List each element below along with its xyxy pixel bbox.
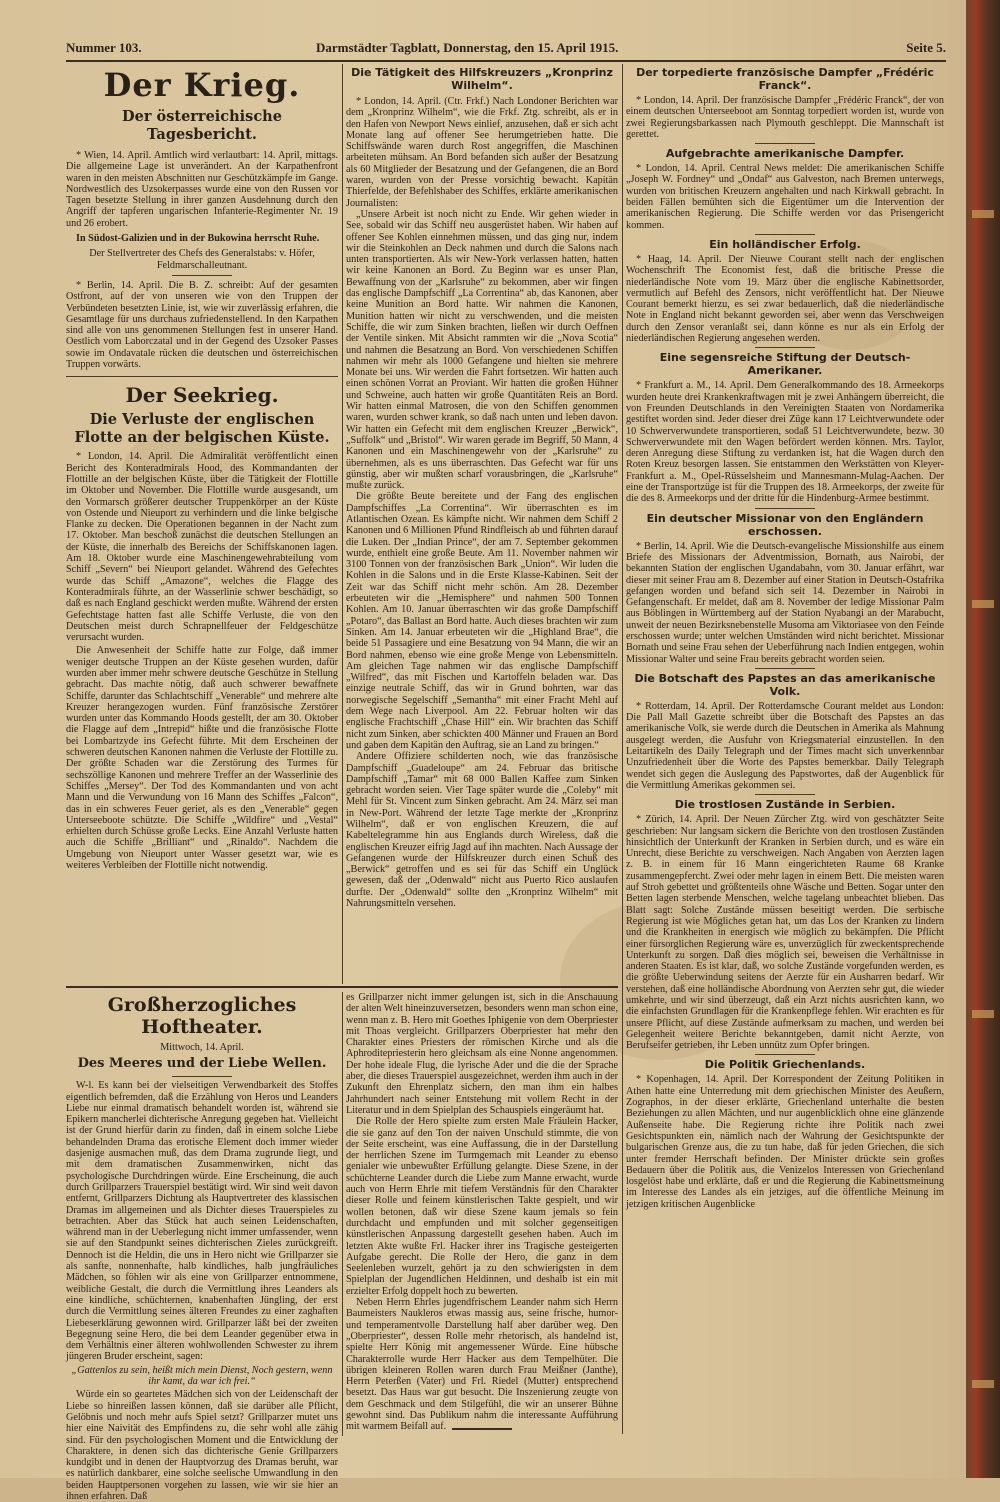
column-rule [622, 64, 623, 1434]
article-paragraph: * London, 14. April. Central News meldet: Die amerikanischen Schiffe „Joseph W. Fordney“ und „Ondaf“ aus Galveston, nach Bremen unterwegs, wurden von britischen Kreuzern angehalten und nach Kirkwall gebracht. In beiden Fällen bemühten sich die Eigentümer um die Intervention der amerikanischen Regierung. Die Schiffe werden vor das Prisengericht kommen. [626, 163, 944, 231]
column-rule [342, 992, 343, 1436]
article-paragraph: * London, 14. April. Die Admiralität veröffentlicht einen Bericht des Konteradmirals Hood, des Kommandanten der Flottille an der belgischen Küste, über die Tätigkeit der Flottille im Oktober und November. Die Flottille wurde ausgesandt, um den Vormarsch größerer deutscher Truppenkörper an der Küste von Ostende und Nieuport zu verhindern und die linke belgische Flanke zu decken. Die Operationen begannen in der Nacht zum 17. Oktober. Man beschoß zunächst die deutschen Stellungen an der Küste, die innerhalb des Bereichs der Schiffskanonen lagen. Am 18. Oktober wurde eine Maschinengewehrabteilung vom Schiff „Severn“ bei Nieuport gelandet. Während des Gefechtes wurde das Schiff „Amazone“, welches die Flagge des Konteradmirals führte, an der Wasserlinie schwer beschädigt, so daß es nach England geschickt werden mußte. Während der ersten Gefechtstage hatten fast alle Schiffe Verluste, die von den Deutschen meist durch Schrapnellfeuer der Feldgeschütze verursacht wurden. [66, 451, 338, 644]
verse-quote: „Gattenlos zu sein, heißt mich mein Dienst, Noch gestern, wenn ihr kamt, da war ich frei.“ [71, 1364, 333, 1388]
article-paragraph: * Rotterdam, 14. April. Der Rotterdamsche Courant meldet aus London: Die Pall Mall Gazette schreibt über die Botschaft des Papstes an das amerikanische Volk, sie werde durch die Deutschen in Amerika als Mahnung ausgelegt werden, die Ausfuhr von Kriegsmaterial einzustellen. In den Leitartikeln des Daily Telegraph und der Times macht sich unverkennbar Unzufriedenheit über die Worte des Papstes bemerkbar. Daily Telegraph wendet sich gegen die Auslegung des Papstwortes, daß der Augenblick für die Vermittlung Amerikas gekommen sei. [626, 700, 944, 791]
performance-date: Mittwoch, 14. April. [160, 1042, 244, 1053]
article-headline: Der österreichische Tagesbericht. [122, 108, 282, 143]
section-title-seekrieg: Der Seekrieg. [125, 383, 279, 408]
review-paragraph: Neben Herrn Ehrles jugendfrischem Leander nahm sich Herrn Baumeisters Naukleros etwas massig aus, seine frische, humor- und temperamentvolle Darstellung half aber darüber weg. Den „Oberpriester“, dessen Rolle mehr rhetorisch, als handelnd ist, spielte Herr König mit angemessener Würde. Eine hübsche Charakterrolle wurde Herr Hacker aus dem Tempelhüter. Die übrigen kleineren Rollen waren durch Frau Meißner (Janthe), Herrn Peterßen (Vater) und Frl. Riedel (Mutter) entsprechend besetzt. Das Haus war gut besucht. Die Inszenierung zeugte von dem Geschmack und dem Stilgefühl, die wir an unserer Bühne gewohnt sind. Das Publikum nahm die interessante Aufführung mit warmem Beifall auf. [346, 1297, 618, 1433]
article-paragraph: * London, 14. April. (Ctr. Frkf.) Nach Londoner Berichten war dem „Kronprinz Wilhelm“, wie die Frkf. Ztg. schreibt, als er in den Hafen von Newport News einlief, anzusehen, daß er sich acht Monate lang auf offener See herumgetrieben hatte. Die Schiffswände waren durch Rost angegriffen, die Maschinen arbeiteten mühsam. An Bord befanden sich außer der Besatzung als 60 Mitglieder der Besatzung und der Gefangenen, die an Bord waren, wurden von der Presse vorsichtig bewacht. Kapitän Thierfelde, der Befehlshaber des Schiffes, erklärte amerikanischen Journalisten: [346, 96, 618, 209]
article-paragraph: * Berlin, 14. April. Die B. Z. schreibt: Auf der gesamten Ostfront, auf der von unseren wie von den Truppen der Verbündeten besetzten Linie, ist, wie wir zuverlässig erfahren, die Gesamtlage für uns durchaus zufriedenstellend. In den Karpathen sind alle von uns genommenen Stellungen fest in unserer Hand. Oestlich vom Laborczatal und in der Gegend des Uzsoker Passes sowie im Ondavatale rücken die deutschen und österreichischen Truppen vorwärts. [66, 279, 338, 371]
article-paragraph: In Südost-Galizien und in der Bukowina herrscht Ruhe. [76, 233, 320, 245]
column-2 [346, 64, 618, 984]
section-divider [66, 986, 618, 988]
theater-column-2 [346, 992, 618, 1433]
review-paragraph: es Grillparzer nicht immer gelungen ist, sich in die Anschauung der alten Welt hineinzuversetzen, besonders wenn man schon eine, wenn man z. B. Hero mit Goethes Iphigenie von dem Oberpriester mit Thoas vergleicht. Grillparzers Oberpriester hat mehr den Charakter eines Priesters der römischen Kirche und als die Aphroditepriesterin hero gleichsam als eine Nonne angenommen. Der hohe ideale Flug, die lyrische Ader und die die der Sprache aber, die dieses Trauerspiel ausgezeichnet, werden ihm auch in der Zukunft den Ehrenplatz sichern, den man ihm ein halbes Jahrhundert nach seiner Entstehung mit vollem Recht in der Literatur und in dem Spielplan des Schauspiels eingeräumt hat. [346, 992, 618, 1116]
article-paragraph: Andere Offiziere schilderten noch, wie das französische Dampfschiff „Guadeloupe“ am 24. Februar das britische Dampfschiff „Tamar“ mit 68 000 Ballen Kaffee zum Sinken gebracht worden seien. Vier Tage später wurde die „Coleby“ mit Mehl für St. Vincent zum Sinken gebracht. Am 24. März sei man in New-Port. Während der letzte Tage merkte der „Kronprinz Wilhelm“, daß er von englischen Kreuzern, die auf Kabeltelegramme hin aus Englands durch Wireless, daß die englischen Kreuzer eifrig Jagd auf ihn machten. Nach Aussage der Gefangenen wurde der Hilfskreuzer durch einen Schuß des „Berwick“ getroffen und es sei für das Schiff ein Unglück gewesen, daß der „Odenwald“ nicht aus Puerto Rico auslaufen durfte. Der „Odenwald“ sollte den „Kronprinz Wilhelm“ mit Nahrungsmitteln versehen. [346, 751, 618, 910]
article-paragraph: „Unsere Arbeit ist noch nicht zu Ende. Wir gehen wieder in See, sobald wir das Schiff neu ausgerüstet haben. Wir haben auf offener See Kohlen einnehmen müssen, und das ging nur, indem wir die Steinkohlen an Deck nahmen und durch die Salons nach unten transportierten. Als wir New-York verlassen hatten, hatten wir keine Kanonen an Bord. Zu Beginn war es unser Plan, Bewaffnung von der „Karlsruhe“ zu bekommen, aber wir fingen das englische Dampfschiff „La Correntina“ ab, das Kanonen, aber keine Munition an Bord hatte. Wir nahmen die Kanonen, Munition hatten wir nicht zu verschwenden, und die meisten Schiffe, die wir zum Sinken brachten, ließen wir durch Oeffnen der Ventile sinken. Mit Absicht rammten wir die „Nova Scotia“ und nahmen die Besatzung an Bord. Von verschiedenen Schiffen nahmen wir mehr als 1000 Gefangene und hielten sie mehrere Monate bei uns. Wir werden die Fahrt fortsetzen. Wir hatten auch einen schönen Vorrat an Proviant. Wir hatten die großen Hühner und Schweine, auch hatten wir große Quantitäten Reis an Bord. Wir hatten einmal Matrosen, die von den Schiffen genommen waren, wurden schwer krank, so daß nach unten und leben davon. Wir hatten ein Gefecht mit dem englischen Kreuzer „Berwick“, „Suffolk“ und „Bristol“. Wir waren gerade im Begriff, 50 Mann, 4 Kanonen und ein Maschinengewehr von der „Karlsruhe“ zu übernehmen, als es uns überraschten. Das Gefecht war für uns günstig, aber wir mußten scharf vorausbringen, die „Karlsruhe“ mußte zurück. [346, 208, 618, 492]
article-paragraph: * Kopenhagen, 14. April. Der Korrespondent der Zeitung Politiken in Athen hatte eine Unterredung mit dem griechischen Minister des Aeußern, Zographos, in der dieser erklärte, Griechenland unterhalte die besten Beziehungen zu allen Mächten, und nur augenblicklich ohne eine glänzende Außenseite habe. Die Regierung richte ihre Politik nach zwei Gesichtspunkten ein, nämlich nach der Wahrung der Gesichtspunkte der bulgarischen Grenze aus, die zu tun habe, daß für jeden Griechen, die sich unter fremder Herrschaft befinden. Der Minister drückte sein großes Bedauern über die Politik aus, die Venizelos Interessen von Griechenland losgelöst habe und erklärte, daß er und die Regierung die Kabinettsmeinung im Interesse des Landes als ein jetziges, auf die öffentliche Meinung im jetzigen kritischen Augenblicke [626, 1074, 944, 1210]
section-title-theater: Großherzogliches Hoftheater. [107, 994, 297, 1038]
end-rule [452, 1428, 512, 1430]
column-3 [626, 64, 944, 1434]
article-paragraph: * Haag, 14. April. Der Nieuwe Courant stellt nach der englischen Wochenschrift The Economist fest, daß die britische Presse die niederländische Note vom 19. März über die englische Kabinettsorder, vermutlich auf Befehl des Zensors, nicht veröffentlicht hat. Der Nieuwe Courant bemerkt hierzu, es sei zwar bedauerlich, daß die niederländische Note in England nicht bekannt geworden sei, aber wenn das Verschweigen durch den Zensor veranlaßt sei, dann könne es nur als ein Erfolg der niederländischen Regierung angesehen werden. [626, 253, 944, 345]
article-headline: Die Botschaft des Papstes an das amerikanische Volk. [634, 671, 936, 698]
play-title: Des Meeres und der Liebe Wellen. [77, 1056, 327, 1072]
article-headline: Ein deutscher Missionar von den Engländern erschossen. [646, 511, 924, 538]
article-headline: Ein holländischer Erfolg. [709, 237, 861, 251]
column-rule [342, 64, 343, 984]
article-paragraph: Die größte Beute bereitete und der Fang des englischen Dampfschiffes „La Correntina“. Wir überraschten es im Atlantischen Ozean. Es kämpfte nicht. Wir nahmen dem Schiff 2 Kanonen und 6 Millionen Pfund Rindfleisch ab und führten darauf die Luken. Der „Indian Prince“, der am 7. September gekommen wurde, enthielt eine große Beute. Am 11. November nahmen wir 3100 Tonnen von der französischen Bark „Union“. Wir luden die Kohlen in die Salons und in die Erste Klasse-Kabinen. Seit der Zeit war das Schiff nicht mehr schön. Am 28. Dezember erbeuteten wir die „Hemisphere“ und nahmen 500 Tonnen Kohlen. Am 10. Januar überraschten wir das große Dampfschiff „Potaro“, das Ballast an Bord hatte. Auch dieses brachten wir zum Sinken. Am 14. Januar erbeuteten wir die „Highland Brae“, die beide 51 Passagiere und eine Besatzung von 94 Mann, die wir an Bord nahmen, ebenso wie eine große Menge von Lebensmitteln. Am gleichen Tage nahmen wir das englische Dampfschiff „Wilfred“, das mit Fischen und Kartoffeln beladen war. Das einzige neutrale Schiff, das wir in Grund bohrten, war das norwegische Segelschiff „Semantha“ mit einer Fracht Mehl auf dem Wege nach Liverpool. Am 22. Februar holten wir das englische Frachtschiff „Chase Hill“ ein. Wir brachten das Schiff nicht zum Sinken, aber schickten 400 Männer und Frauen an Bord und gaben dem Kapitän den Auftrag, sie an Land zu bringen.“ [346, 491, 618, 751]
review-paragraph: W-l. Es kann bei der vielseitigen Verwendbarkeit des Stoffes eigentlich befremden, daß die Erzählung von Heros und Leanders Liebe nur einmal dramatisch behandelt worden ist, während sie Epikern mancherlei dichterische Anregung gegeben hat. Vielleicht ist der Grund hierfür darin zu finden, daß in einem solche Liebe behandelnden Drama das erotische Element doch immer wieder dasjenige ausmachen muß, das dem Drama zugrunde liegt, und mit dem dramatischen Zusammenwirken, nicht das psychologische Durchdringen würde. Eine Erscheinung, die auch durch Grillparzers Trauerspiel bestätigt wird. Wir sind weit davon entfernt, Grillparzers Dichtung als Hauptvertreter des klassischen Dramas im allgemeinen und als Dichter dieses Trauerspieles zu betrachten. Aber das Stück hat auch seinen Leidenschaften, während man in der Ueberlegung nicht immer umfassender, wenn sie auf den Standpunkt seines dichterischen Zieles zurückgreift. Dennoch ist die Heldin, die uns in Hero nicht wie Grillparzer sie als sanfte, nonnenhafte, halb kindliches, halb jungfräuliches Mädchen, so föhlen wir als eine von Grillparzer entnommene, weibliche Gestalt, die durch die Vermittlung ihres Leanders als eine kindliche, schüchternen, knabenhaften Jüngling, der erst durch die Vermittlung seines älteren Freundes zu einer zaghaften Liebeserklärung gewonnen wird. Grillparzer läßt bei der zweiten Begegnung seine Hero, die bei dem Leander gegenüber etwa in dem Verhältnis einer älteren wohlwollenden Schwester zu ihrem jüngeren Bruder erscheint, sagen: [66, 1080, 338, 1363]
dateline: Darmstädter Tagblatt, Donnerstag, den 15. April 1915. [316, 40, 619, 55]
article-paragraph: * Zürich, 14. April. Der Neuen Zürcher Ztg. wird von geschätzter Seite geschrieben: Nur langsam sickern die Berichte von den trostlosen Zuständen hinsichtlich der Unterkunft der Kranken in Serbien durch, und es wäre ein Unrecht, diese Berichte zu verschweigen. Nach Angaben von Aerzten lagen z. B. in einem für 16 Mann eingerichteten Raume 68 Kranke zusammengepfercht. Zwei oder mehr lagen in einem Bett. Die meisten waren auf Stroh gebettet und größtenteils ohne Wäsche und Betten. Sogar unter den Betten lagen sterbende Menschen, welche tagelang unbeachtet blieben. Das Blatt sagt: Solche Zustände müssen beseitigt werden. Die serbische Regierung ist wie Mögliches getan hat, um das Los der Kranken zu lindern und die Krankheiten in energisch wie möglich zu bekämpfen. Die Pflicht einer fürsorglichen Regierung wäre es, unverzüglich für zweckentsprechende Unterkunft zu sorgen. Daß dies möglich sei, beweisen die Verhältnisse in anderen Staaten. Es ist klar, daß, wo solche Zustände vorgefunden werden, es die größte Ueberwindung seitens der Aerzte für ein Ausharren bedarf. Wir verstehen, daß eine holländische Abordnung von Aerzten sehr gut, die wieder umkehrte, und wir sind überzeugt, daß ein Arzt nichts ausrichten kann, wo die einfachsten Grundlagen für die Krankenpflege fehlen. Wir erachten es für unsere Pflicht, auf diese Zustände aufmerksam zu machen, und werden bei Gelegenheit weitere Berichte bekanntgeben, damit nicht Aerzte, von Berufseifer getrieben, ihr Leben unnütz zum Opfer bringen. [626, 814, 944, 1052]
book-binding [966, 0, 1000, 1478]
article-headline: Aufgebrachte amerikanische Dampfer. [665, 147, 905, 161]
article-paragraph: * London, 14. April. Der französische Dampfer „Frédéric Franck“, der von einem deutschen Unterseeboot am Sonntag torpediert worden ist, wurde von zwei Regierungsbarkassen nach Plymouth geschleppt. Die Mannschaft ist gerettet. [626, 95, 944, 140]
header-rule [66, 60, 946, 62]
column-1 [66, 64, 338, 984]
article-headline: Die Tätigkeit des Hilfskreuzers „Kronprinz Wilhelm“. [351, 66, 613, 92]
article-paragraph: * Wien, 14. April. Amtlich wird verlautbart: 14. April, mittags. Die allgemeine Lage ist unverändert. An der Karpathenfront waren in den meisten Abschnitten nur Geschützkämpfe im Gange. Nordwestlich des Uzsokerpasses wurde eine von den Russen vor Tagen besetzte Stellung in ihrer ganzen Ausdehnung durch den Angriff der tapferen ungarischen Infanterie-Regimenter Nr. 19 und 26 erobert. [66, 150, 338, 229]
article-paragraph: Die Anwesenheit der Schiffe hatte zur Folge, daß immer weniger deutsche Truppen an der Küste gesehen wurden, dafür wurden aber immer mehr schwere deutsche Geschütze in Stellung gebracht. Das machte nötig, daß auch schwerer bewaffnete Schiffe, darunter das Schlachtschiff „Venerable“ und mehrere alte Kreuzer herangezogen wurden. Fünf französische Zerstörer wurden unter das Kommando Hoods gestellt, der am 30. Oktober die Flagge auf dem „Intrepid“ hißte und die französische Flotte bei Lombartzyde ins Gefecht führte. Mit dem Erscheinen der schweren deutschen Kanonen nahmen die Verluste der Flottille zu. Der größte Schaden war die Zerstörung des Turmes für sechszöllige Kanonen und mehrere Treffer an der Wasserlinie des Schiffes „Mersey“. Der Tod des Kommandanten und von acht Mann und die Verwundung von 16 Mann des Schiffes „Falcon“, das in ein schweres Feuer geriet, als es den „Venerable“ gegen Unterseeboote schützte. Die Schiffe „Wildfire“ und „Vestal“ erhielten durch Schüsse große Lecks. Eine Anzahl Verluste hatten auch die Schiffe „Brilliant“ und „Rinaldo“. Nachdem die Umgebung von Nieuport unter Wasser gesetzt war, wie es weiteres Verbleiben der Flottille nicht notwendig. [66, 645, 338, 872]
article-headline: Die trostlosen Zustände in Serbien. [674, 798, 896, 812]
article-paragraph: * Frankfurt a. M., 14. April. Dem Generalkommando des 18. Armeekorps wurden heute drei Krankenkraftwagen mit je zwei Anhängern überreicht, die von Freunden Deutschlands in den Vereinigten Staaten von Nordamerika gestiftet worden sind. Jeder dieser drei Züge kann 17 Leichtverwundete oder 10 Schwerverwundete transportieren, sodaß 51 Leichtverwundete, bezw. 30 Schwerverwundete mit den Wagen befördert werden können. Mrs. Taylor, deren Anregung diese Stiftung zu verdanken ist, hat die Wagen durch den Roten Kreuz besorgen lassen. Sie entstammen den Werkstätten von Kleyer-Frankfurt a. M., Opel-Rüsselsheim und Mannesmann-Mulag-Aachen. Der eine der Transportzüge ist für die Truppen des 18. Armeekorps, der zweite für die des 8. Armeekorps und der dritte für die Hindenburg-Armee bestimmt. [626, 380, 944, 505]
section-title-krieg: Der Krieg. [103, 66, 301, 104]
theater-column-1 [66, 992, 338, 1502]
page-header [66, 40, 946, 58]
page-number: Seite 5. [906, 40, 946, 55]
article-signature: Der Stellvertreter des Chefs des Generalstabs: v. Höfer, Feldmarschalleutnant. [89, 248, 315, 271]
issue-number: Nummer 103. [66, 40, 142, 55]
article-headline: Die Politik Griechenlands. [704, 1058, 866, 1072]
article-headline: Eine segensreiche Stiftung der Deutsch-Amerikaner. [659, 351, 911, 378]
article-headline: Der torpedierte französische Dampfer „Frédéric Franck“. [636, 66, 934, 92]
review-paragraph: Die Rolle der Hero spielte zum ersten Male Fräulein Hacker, die sie ganz auf den Ton der naiven Unschuld stimmte, die von der Seite erscheint, was eine Auffassung, die in der Darstellung der herrlichen Szene im Turmgemach mit Leander zu ebenso genialer wie unbewußter Erfüllung gelangte. Diese Szene, in der schüchterne Leander durch die Liebe zum Manne erwacht, wurde auch von Herrn Ehrle mit tiefem Verständnis für den Charakter dieser Rolle und feinem künstlerischen Takte gespielt, und wir wollen betonen, daß wir diese Szene kaum jemals so fein durchdacht und empfunden und mit solcher gegenseitigen künstlerischen Anpassung dargestellt gesehen haben. Auch im letzten Akte wußte Frl. Hacker ihrer ins Tragische gesteigerten Aufgabe gerecht. Die Rolle der Hero, die ganz in dem Seelenleben wurzelt, gehört ja zu den schwierigsten in dem Spielplan der Jugendlichen Heldinnen, und deshalb ist ein mit erzielter Erfolg doppelt hoch zu bewerten. [346, 1116, 618, 1297]
review-paragraph: Würde ein so geartetes Mädchen sich von der Leidenschaft der Liebe so hinreißen lassen können, daß sie darüber alle Pflicht, Gelöbnis und noch mehr aufs Spiel setzt? Grillparzer mutet uns hier eine Naivität des Empfindens zu, die sehr wohl alle zähig sind. Für den psychologischen Moment und die Entwicklung der Charaktere, in denen sich das dichterische Genie Grillparzers kundgibt und in denen der Hauptvorzug des Dramas beruht, war es natürlich dankbarer, eine solche seelische Umwandlung in den beiden Hauptpersonen vorgehen zu lassen, wie wir sie hier an ihnen erfahren. Daß [66, 1389, 338, 1502]
article-paragraph: * Berlin, 14. April. Wie die Deutsch-evangelische Missionshilfe aus einem Briefe des Missionars der Adventmission, Bornath, aus Nairobi, der bekannten Station der englischen Ugandabahn, vom 30. Januar erfährt, war dieser mit seiner Frau am 8. Dezember auf einer Station in Deutsch-Ostafrika gefangen worden und befand sich seit 14. Dezember in Nairobi in Gefangenschaft. Er meldet, daß am 8. November der ledige Missionar Palm aus Böblingen in Württemberg auf der Station Nyabangi an der Marabucht, unweit der neuen Bezirksnebenstelle Musoma am Viktoriasee von den Feinde erschossen wurde; unter welchen Umständen wird nicht berichtet. Missionar Bornath und seine Frau sehen der Ueberführung nach Indien entgegen, wohin Missionar Walter und seine Frau bereits gebracht worden seien. [626, 540, 944, 665]
article-headline: Die Verluste der englischen Flotte an der belgischen Küste. [74, 411, 330, 447]
